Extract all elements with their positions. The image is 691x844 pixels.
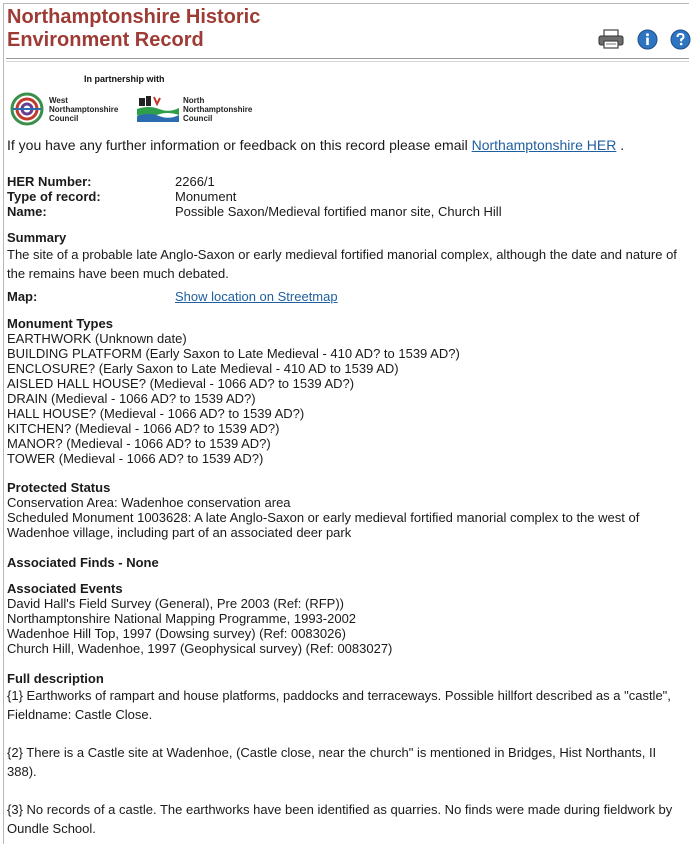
description-paragraph: {3} No records of a castle. The earthworks have been identified as quarries. No finds were made during fieldwork by Oundle School. [7, 802, 673, 836]
site-header [7, 6, 260, 52]
record-name-row [7, 204, 667, 219]
list-item: KITCHEN? (Medieval - 1066 AD? to 1539 AD?) [7, 421, 280, 436]
print-icon [598, 29, 624, 49]
associated-finds-heading: Associated Finds - None [7, 555, 159, 570]
info-button[interactable] [636, 28, 658, 50]
associated-events-heading: Associated Events [7, 581, 123, 596]
protected-status-section [7, 480, 683, 540]
site-title-line2: Environment Record [7, 29, 204, 51]
her-number-row [7, 174, 667, 189]
list-item: David Hall's Field Survey (General), Pre 2003 (Ref: (RFP)) [7, 596, 344, 611]
info-icon [637, 29, 658, 50]
west-logo-line3: Council [49, 113, 79, 123]
protected-status-heading: Protected Status [7, 480, 111, 495]
description-paragraph: {1} Earthworks of rampart and house platforms, paddocks and terraceways. Possible hillfort described as a "castle", Fieldname: Castle Close. [7, 688, 671, 722]
site-title [7, 6, 260, 52]
west-logo-line2: Northamptonshire [49, 104, 119, 114]
list-item: Wadenhoe Hill Top, 1997 (Dowsing survey) (Ref: 0083026) [7, 626, 346, 641]
header-divider [6, 58, 689, 59]
her-number-label: HER Number: [7, 174, 92, 189]
monument-types-heading: Monument Types [7, 316, 113, 331]
feedback-end: . [620, 137, 625, 153]
north-logo-line2: Northamptonshire [183, 104, 253, 114]
monument-types-section [7, 316, 683, 466]
west-logo-line1: West [49, 95, 68, 105]
her-number-value: 2266/1 [175, 174, 215, 189]
record-details [7, 174, 667, 219]
west-northamptonshire-emblem-icon [9, 91, 45, 127]
full-description-section [7, 671, 683, 838]
map-row [7, 289, 667, 304]
summary-heading: Summary [7, 230, 67, 245]
associated-events-section [7, 581, 683, 656]
list-item: Northamptonshire National Mapping Programme, 1993-2002 [7, 611, 357, 626]
record-type-label: Type of record: [7, 189, 101, 204]
summary-text: The site of a probable late Anglo-Saxon or early medieval fortified manorial complex, although the date and nature of the remains have been much debated. [7, 247, 677, 281]
north-logo-text [183, 96, 252, 123]
list-item: HALL HOUSE? (Medieval - 1066 AD? to 1539 AD?) [7, 406, 305, 421]
north-logo-line3: Council [183, 113, 213, 123]
list-item: TOWER (Medieval - 1066 AD? to 1539 AD?) [7, 451, 264, 466]
print-button[interactable] [598, 28, 624, 50]
help-button[interactable] [669, 28, 691, 50]
west-northamptonshire-logo [9, 91, 118, 127]
north-northamptonshire-emblem-icon [137, 95, 179, 123]
summary-section [7, 230, 683, 283]
list-item: BUILDING PLATFORM (Early Saxon to Late Medieval - 410 AD? to 1539 AD?) [7, 346, 460, 361]
list-item: AISLED HALL HOUSE? (Medieval - 1066 AD? to 1539 AD?) [7, 376, 355, 391]
record-type-row [7, 189, 667, 204]
list-item: Scheduled Monument 1003628: A late Anglo-Saxon or early medieval fortified manorial complex to the west of Wadenhoe village, including part of an associated deer park [7, 510, 640, 540]
north-logo-line1: North [183, 95, 205, 105]
streetmap-link[interactable]: Show location on Streetmap [175, 289, 338, 304]
north-northamptonshire-logo [137, 95, 252, 123]
list-item: ENCLOSURE? (Early Saxon to Late Medieval - 410 AD to 1539 AD) [7, 361, 399, 376]
list-item: Conservation Area: Wadenhoe conservation area [7, 495, 291, 510]
record-name-label: Name: [7, 204, 47, 219]
list-item: Church Hill, Wadenhoe, 1997 (Geophysical survey) (Ref: 0083027) [7, 641, 393, 656]
list-item: EARTHWORK (Unknown date) [7, 331, 187, 346]
header-divider-light [6, 61, 689, 62]
west-logo-text [49, 96, 118, 123]
her-email-link[interactable]: Northamptonshire HER [471, 137, 617, 153]
full-description-heading: Full description [7, 671, 104, 686]
feedback-text: If you have any further information or feedback on this record please email [7, 137, 468, 153]
list-item: DRAIN (Medieval - 1066 AD? to 1539 AD?) [7, 391, 256, 406]
record-type-value: Monument [175, 189, 237, 204]
map-label: Map: [7, 289, 38, 304]
record-name-value: Possible Saxon/Medieval fortified manor site, Church Hill [175, 204, 502, 219]
partnership-label: In partnership with [84, 74, 165, 84]
description-paragraph: {2} There is a Castle site at Wadenhoe, (Castle close, near the church" is mentioned in Bridges, Hist Northants, II 388). [7, 745, 657, 779]
help-icon [670, 29, 691, 50]
associated-finds-section [7, 555, 683, 570]
feedback-notice [7, 137, 683, 153]
site-title-line1: Northamptonshire Historic [7, 6, 261, 28]
list-item: MANOR? (Medieval - 1066 AD? to 1539 AD?) [7, 436, 271, 451]
